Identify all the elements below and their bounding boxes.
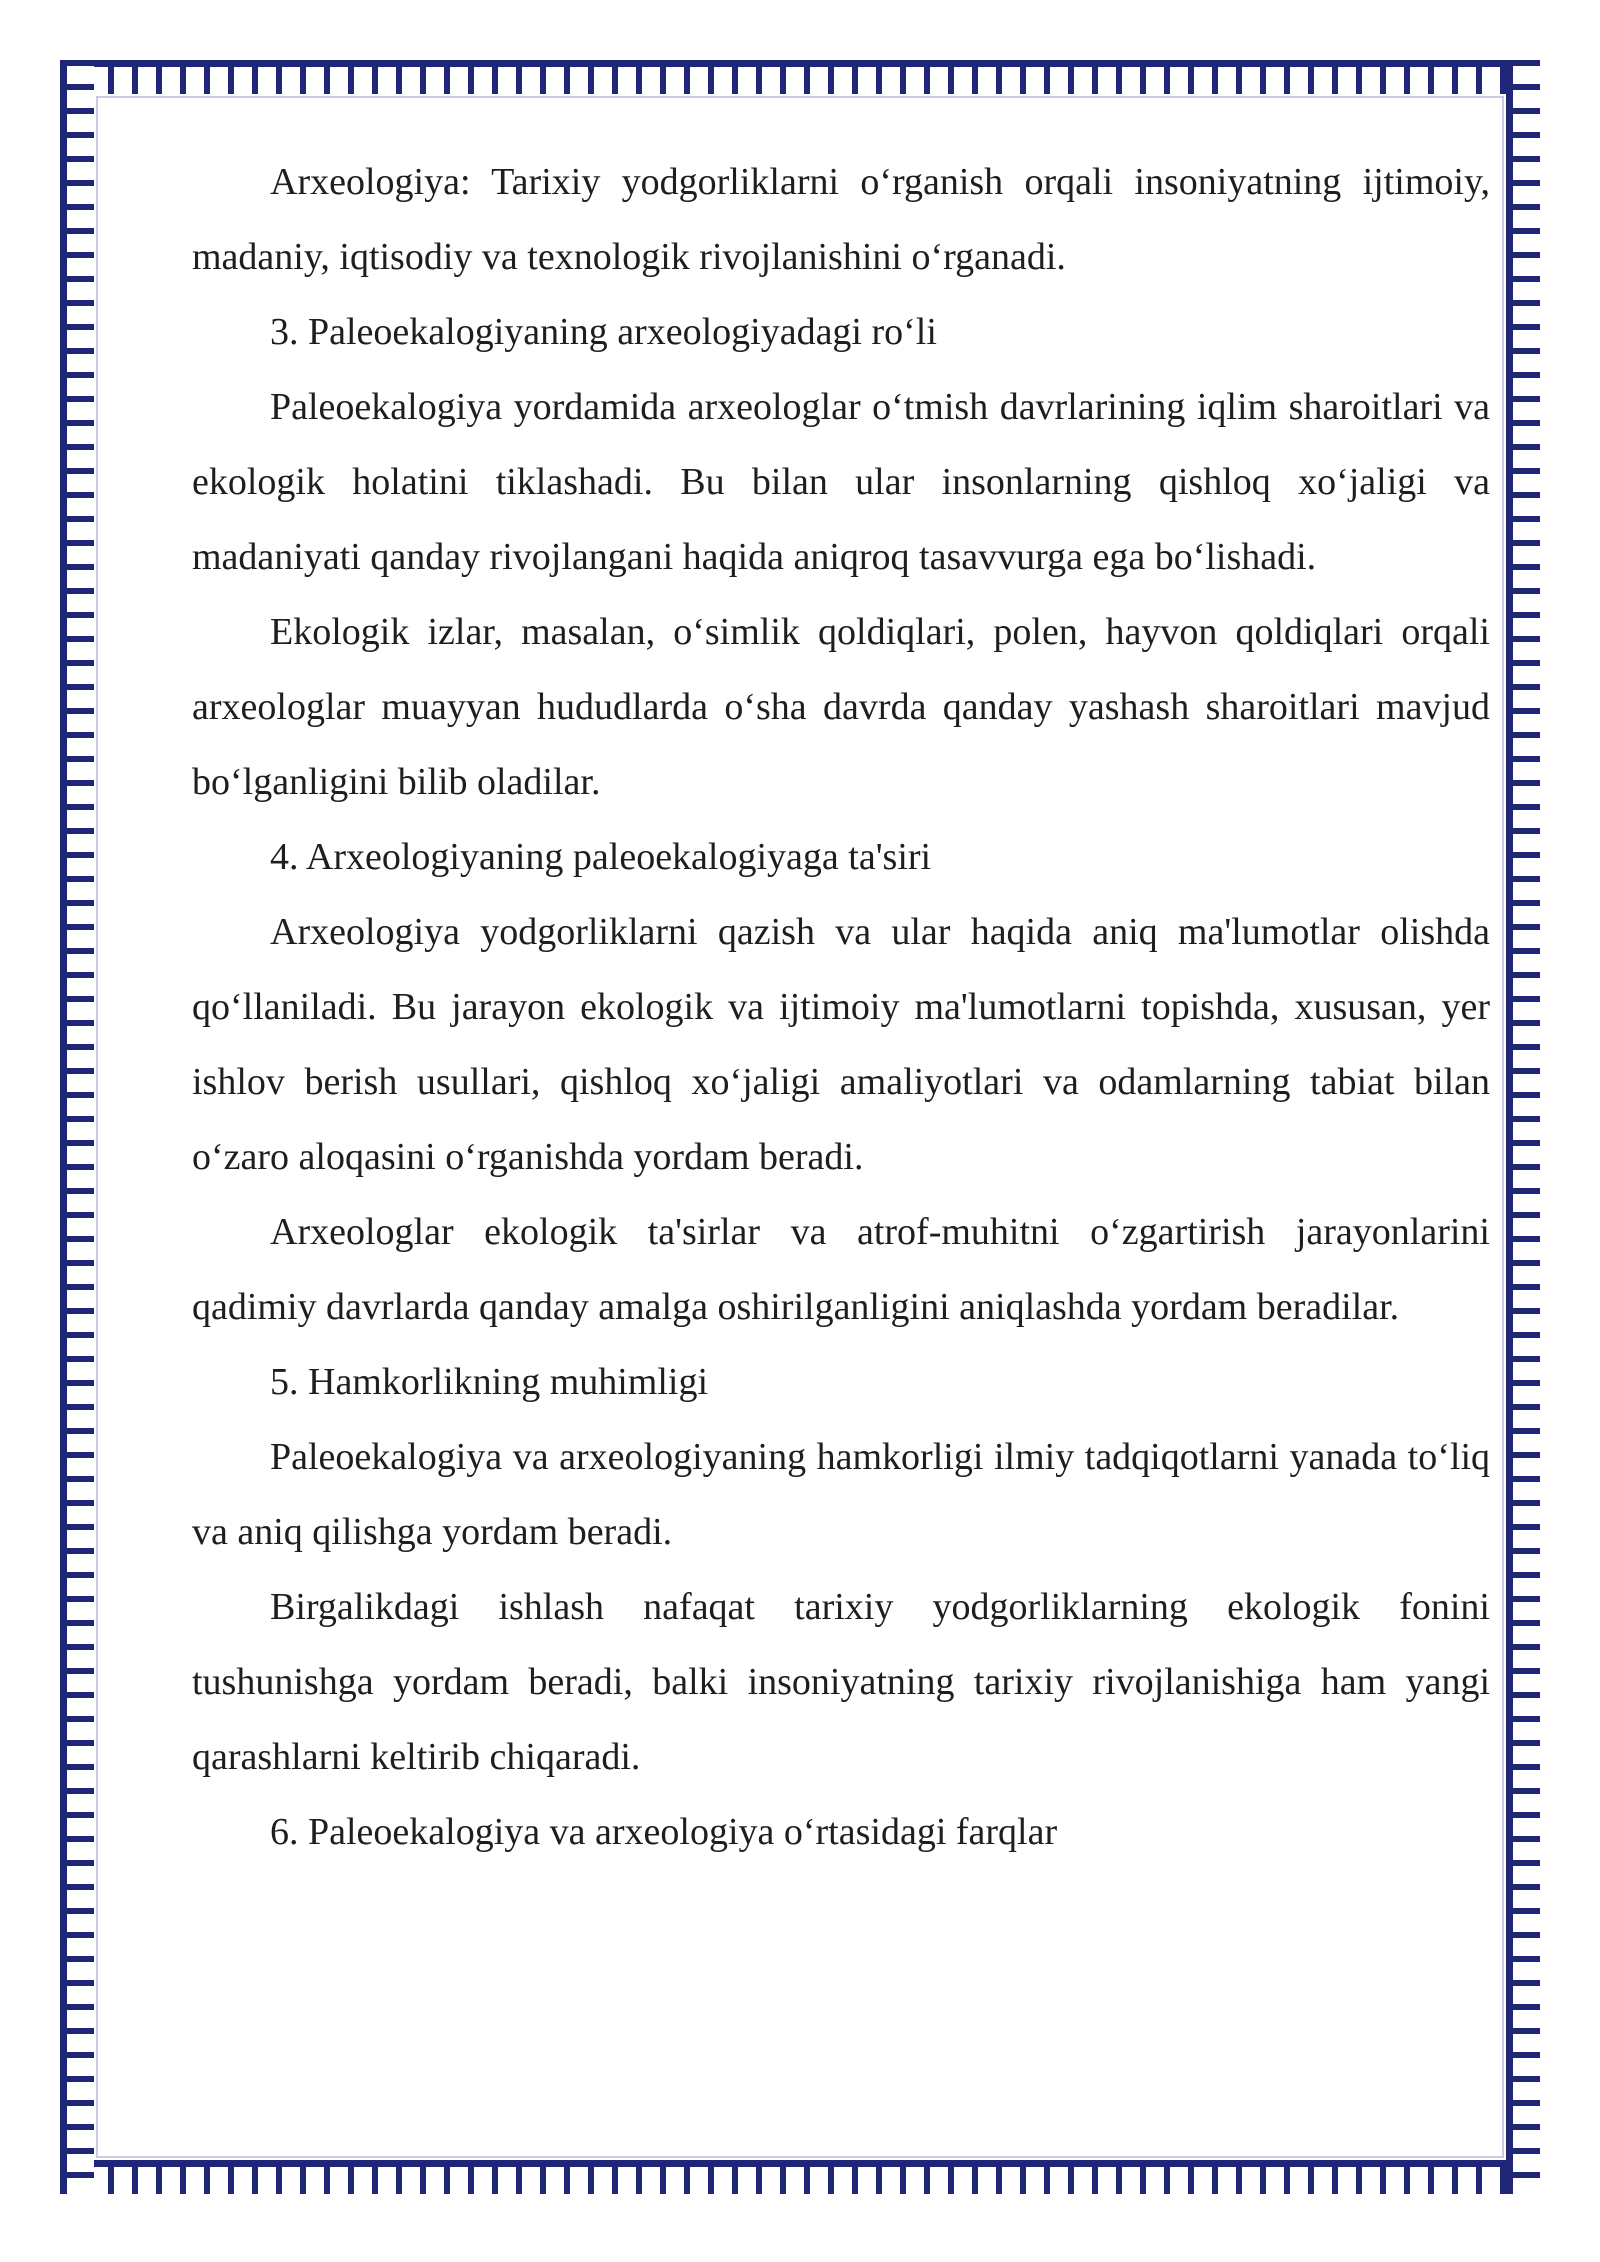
section-heading-6: 6. Paleoekalogiya va arxeologiya o‘rtasidagi farqlar: [270, 1811, 1058, 1853]
paragraph: Arxeologiya yodgorliklarni qazish va ular haqida aniq ma'lumotlar olishda qo‘llaniladi. Bu jarayon ekologik va ijtimoiy ma'lumotlarni topishda, xususan, yer ishlov berish usullari, qishloq xo‘jaligi amaliyotlari va odamlarning tabiat bilan o‘zaro aloqasini o‘rganishda yordam beradi.: [192, 911, 1490, 1178]
border-right-ornament: [1506, 60, 1540, 2194]
paragraph: Paleoekalogiya yordamida arxeologlar o‘tmish davrlarining iqlim sharoitlari va ekologik holatini tiklashadi. Bu bilan ular insonlarning qishloq xo‘jaligi va madaniyati qanday rivojlangani haqida aniqroq tasavvurga ega bo‘lishadi.: [192, 386, 1490, 578]
section-heading-5: 5. Hamkorlikning muhimligi: [270, 1361, 709, 1403]
paragraph: Birgalikdagi ishlash nafaqat tarixiy yodgorliklarning ekologik fonini tushunishga yordam beradi, balki insoniyatning tarixiy rivojlanishiga ham yangi qarashlarni keltirib chiqaradi.: [192, 1586, 1490, 1778]
border-left-ornament: [60, 60, 94, 2194]
section-heading-4: 4. Arxeologiyaning paleoekalogiyaga ta'siri: [270, 836, 932, 878]
document-body: [192, 145, 1490, 1870]
paragraph-arxeologiya-definition: Arxeologiya: Tarixiy yodgorliklarni o‘rganish orqali insoniyatning ijtimoiy, madaniy, iqtisodiy va texnologik rivojlanishini o‘rganadi.: [192, 161, 1490, 278]
paragraph: Paleoekalogiya va arxeologiyaning hamkorligi ilmiy tadqiqotlarni yanada to‘liq va aniq qilishga yordam beradi.: [192, 1436, 1490, 1553]
paragraph: Ekologik izlar, masalan, o‘simlik qoldiqlari, polen, hayvon qoldiqlari orqali arxeologlar muayyan hududlarda o‘sha davrda qanday yashash sharoitlari mavjud bo‘lganligini bilib oladilar.: [192, 611, 1490, 803]
border-bottom-ornament: [60, 2160, 1540, 2194]
paragraph: Arxeologlar ekologik ta'sirlar va atrof-muhitni o‘zgartirish jarayonlarini qadimiy davrlarda qanday amalga oshirilganligini aniqlashda yordam beradilar.: [192, 1211, 1490, 1328]
section-heading-3: 3. Paleoekalogiyaning arxeologiyadagi ro‘li: [270, 311, 937, 353]
border-top-ornament: [60, 60, 1540, 94]
